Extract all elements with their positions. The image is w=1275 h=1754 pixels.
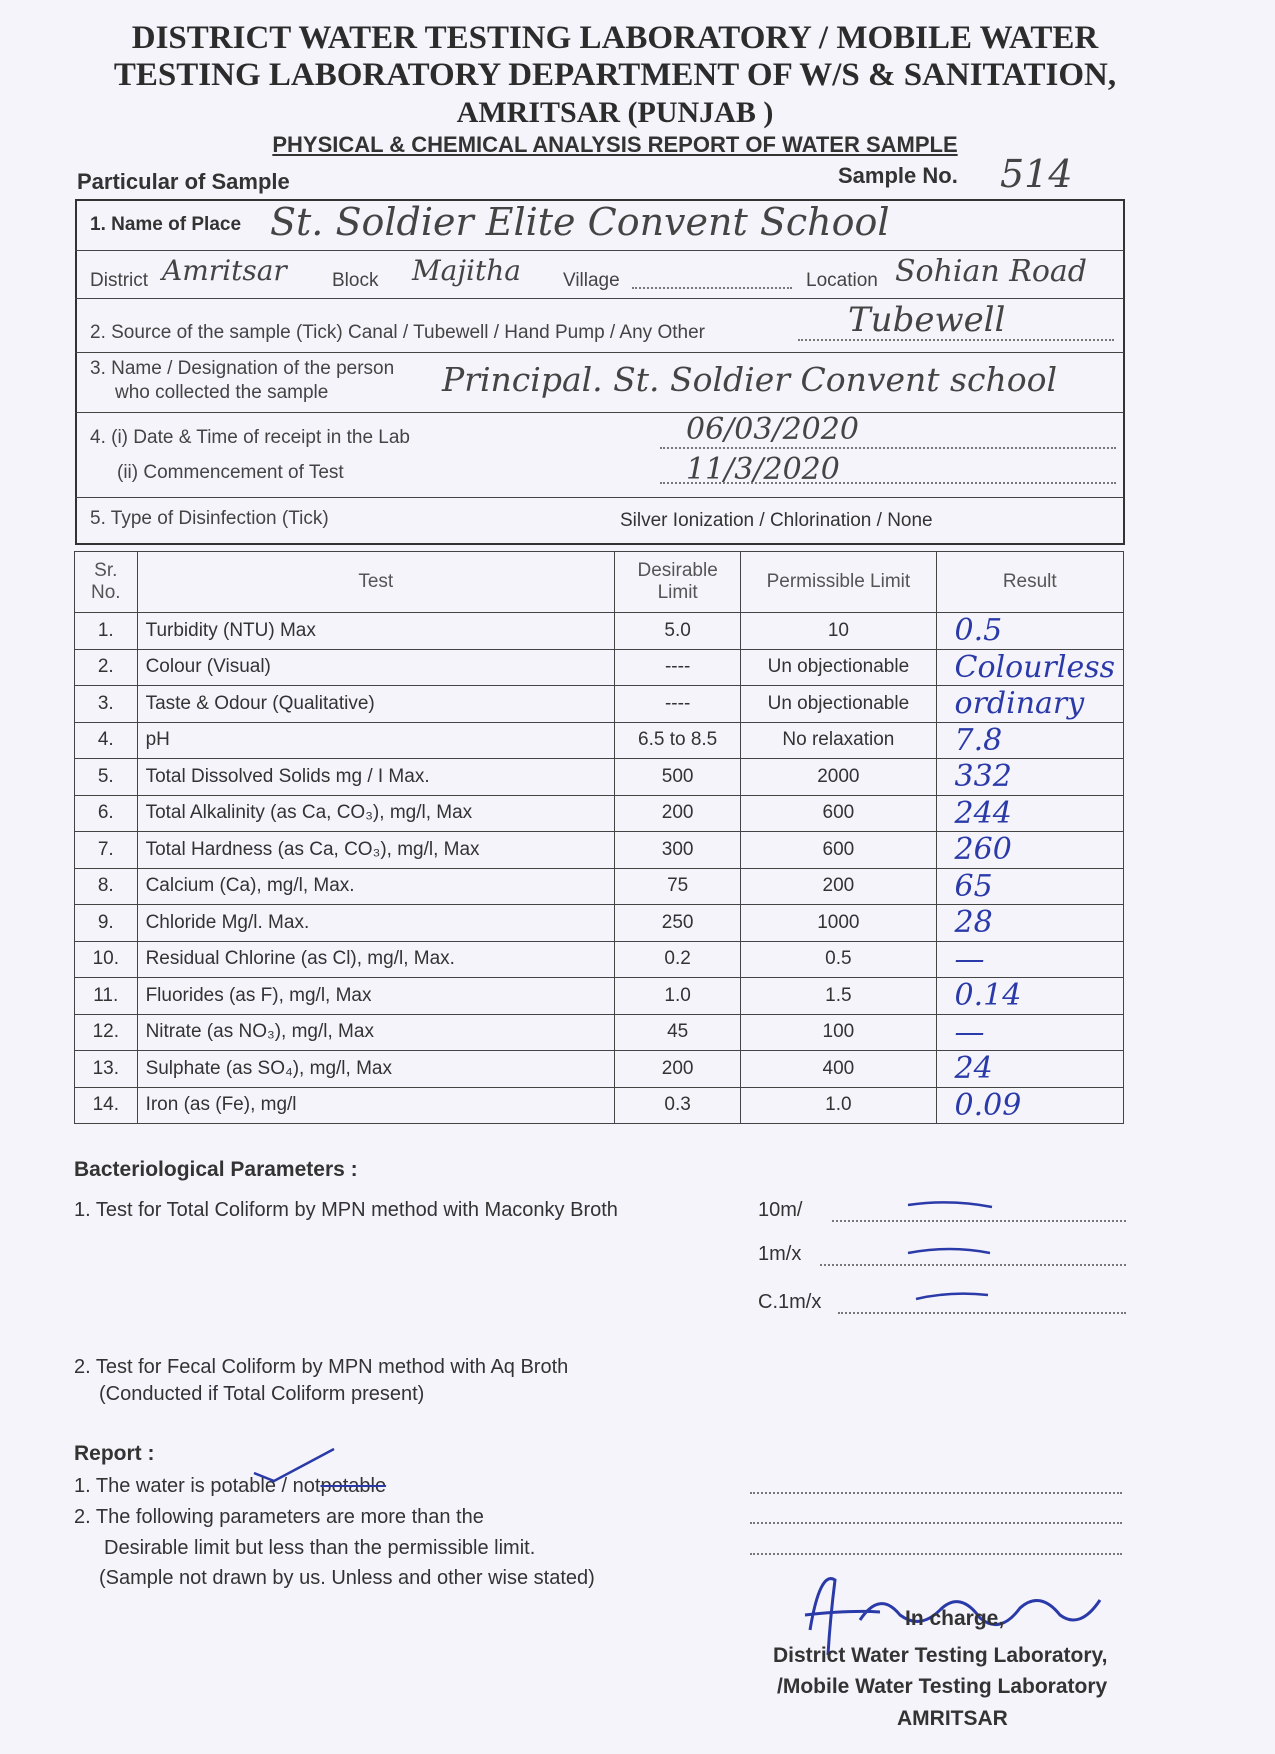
row-permissible-limit: No relaxation [741,722,936,759]
row-sr: 13. [75,1051,138,1088]
bacteriological-heading: Bacteriological Parameters : [74,1158,358,1181]
row-desirable-limit: 200 [615,1051,741,1088]
results-table [74,551,1124,1124]
commence-value: 11/3/2020 [686,452,840,487]
location-value: Sohian Road [895,254,1088,289]
divider [75,250,1124,251]
row-test: Taste & Odour (Qualitative) [137,686,614,723]
row-permissible-limit: Un objectionable [741,649,936,686]
row-desirable-limit: 75 [615,868,741,905]
row-result: 260 [936,832,1123,869]
table-row [75,978,1124,1015]
place-label: 1. Name of Place [90,214,242,235]
header-result: Result [936,552,1123,613]
row-permissible-limit: 0.5 [741,941,936,978]
row-sr: 6. [75,795,138,832]
row-permissible-limit: 400 [741,1051,936,1088]
location-label: Location [806,270,878,291]
table-row [75,1014,1124,1051]
table-row [75,1087,1124,1124]
row-test: Calcium (Ca), mg/l, Max. [137,868,614,905]
block-value: Majitha [412,254,521,287]
table-row [75,686,1124,723]
table-row [75,832,1124,869]
header-desirable: Desirable Limit [615,552,741,613]
row-test: Total Hardness (as Ca, CO₃), mg/l, Max [137,832,614,869]
divider [75,352,1124,353]
row-desirable-limit: 0.2 [615,941,741,978]
row-desirable-limit: 1.0 [615,978,741,1015]
coliform-01ml-label: C.1m/x [758,1291,822,1313]
district-label: District [90,270,149,291]
report-line-3: Desirable limit but less than the permissible limit. [104,1537,536,1559]
divider [75,298,1124,299]
fecal-coliform-note: (Conducted if Total Coliform present) [99,1383,425,1405]
row-test: Residual Chlorine (as Cl), mg/l, Max. [137,941,614,978]
row-test: Sulphate (as SO₄), mg/l, Max [137,1051,614,1088]
header-permissible: Permissible Limit [741,552,936,613]
row-desirable-limit: ---- [615,649,741,686]
row-permissible-limit: 100 [741,1014,936,1051]
collector-value: Principal. St. Soldier Convent school [442,360,1058,399]
row-result: 0.5 [936,613,1123,650]
row-desirable-limit: 250 [615,905,741,942]
row-result: 65 [936,868,1123,905]
divider [75,412,1124,413]
row-sr: 12. [75,1014,138,1051]
row-test: Iron (as (Fe), mg/l [137,1087,614,1124]
row-sr: 1. [75,613,138,650]
table-row [75,905,1124,942]
date-receipt-label: 4. (i) Date & Time of receipt in the Lab [90,427,410,448]
row-result: 28 [936,905,1123,942]
row-desirable-limit: 6.5 to 8.5 [615,722,741,759]
coliform-1ml-label: 1m/x [758,1243,802,1265]
row-desirable-limit: 200 [615,795,741,832]
collector-label-1: 3. Name / Designation of the person [90,358,395,379]
row-result: — [936,1014,1123,1051]
header-line-3: AMRITSAR (PUNJAB ) [456,96,774,129]
row-sr: 9. [75,905,138,942]
row-permissible-limit: 2000 [741,759,936,796]
lab-name-2: /Mobile Water Testing Laboratory [777,1675,1108,1698]
date-receipt-value: 06/03/2020 [686,412,859,447]
header-sr: Sr. No. [75,552,138,613]
date-receipt-dots [660,447,1116,449]
lab-name-1: District Water Testing Laboratory, [773,1644,1108,1667]
row-desirable-limit: 0.3 [615,1087,741,1124]
source-label: 2. Source of the sample (Tick) Canal / Tubewell / Hand Pump / Any Other [90,322,705,343]
row-sr: 8. [75,868,138,905]
table-header-row [75,552,1124,613]
row-permissible-limit: 10 [741,613,936,650]
fecal-coliform-test: 2. Test for Fecal Coliform by MPN method with Aq Broth [74,1356,569,1378]
row-result: ordinary [936,686,1123,723]
block-label: Block [332,270,379,291]
row-result: 7.8 [936,722,1123,759]
row-test: Fluorides (as F), mg/l, Max [137,978,614,1015]
table-row [75,722,1124,759]
report-line-1-text: 1. The water is potable / not [74,1475,321,1497]
table-row [75,613,1124,650]
lab-city: AMRITSAR [897,1707,1008,1730]
tick-mark [250,1445,340,1485]
row-sr: 7. [75,832,138,869]
row-result: 24 [936,1051,1123,1088]
report-line-2: 2. The following parameters are more than the [74,1506,484,1528]
table-row [75,941,1124,978]
row-result: 0.09 [936,1087,1123,1124]
total-coliform-test: 1. Test for Total Coliform by MPN method with Maconky Broth [74,1199,618,1221]
row-sr: 10. [75,941,138,978]
row-test: Chloride Mg/l. Max. [137,905,614,942]
row-sr: 4. [75,722,138,759]
row-sr: 5. [75,759,138,796]
row-test: Turbidity (NTU) Max [137,613,614,650]
incharge-label: In charge, [905,1607,1005,1630]
table-row [75,759,1124,796]
row-permissible-limit: 1.5 [741,978,936,1015]
row-test: Nitrate (as NO₃), mg/l, Max [137,1014,614,1051]
report-line-4: (Sample not drawn by us. Unless and other wise stated) [99,1567,595,1589]
divider [75,497,1124,498]
row-test: Colour (Visual) [137,649,614,686]
header-test: Test [137,552,614,613]
district-value: Amritsar [162,254,287,287]
row-result: 0.14 [936,978,1123,1015]
report-dots-3 [750,1553,1122,1555]
row-sr: 14. [75,1087,138,1124]
row-permissible-limit: 200 [741,868,936,905]
collector-label-2: who collected the sample [115,382,329,403]
table-row [75,868,1124,905]
row-test: pH [137,722,614,759]
report-subtitle: PHYSICAL & CHEMICAL ANALYSIS REPORT OF WATER SAMPLE [272,132,958,157]
row-test: Total Alkalinity (as Ca, CO₃), mg/l, Max [137,795,614,832]
row-desirable-limit: 500 [615,759,741,796]
row-desirable-limit: 300 [615,832,741,869]
sample-no-value: 514 [1000,152,1073,196]
sample-no-label: Sample No. [838,163,958,188]
row-result: 332 [936,759,1123,796]
handwritten-dashes [900,1195,1010,1325]
report-heading: Report : [74,1442,155,1465]
source-value: Tubewell [848,300,1006,340]
table-row [75,1051,1124,1088]
row-test: Total Dissolved Solids mg / I Max. [137,759,614,796]
disinfection-label: 5. Type of Disinfection (Tick) [90,508,329,529]
report-dots-1 [750,1492,1122,1494]
header-line-1: DISTRICT WATER TESTING LABORATORY / MOBILE WATER [131,20,1099,56]
table-row [75,795,1124,832]
disinfection-options: Silver Ionization / Chlorination / None [620,510,933,531]
row-sr: 11. [75,978,138,1015]
report-struck-word: potable [320,1475,387,1497]
row-permissible-limit: 1000 [741,905,936,942]
row-desirable-limit: 45 [615,1014,741,1051]
table-body [75,613,1124,1124]
row-desirable-limit: 5.0 [615,613,741,650]
report-dots-2 [750,1522,1122,1524]
coliform-10ml-label: 10m/ [758,1199,803,1221]
row-permissible-limit: 600 [741,832,936,869]
row-permissible-limit: 600 [741,795,936,832]
header-line-2: TESTING LABORATORY DEPARTMENT OF W/S & SANITATION, [113,57,1117,93]
row-desirable-limit: ---- [615,686,741,723]
table-row [75,649,1124,686]
commence-label: (ii) Commencement of Test [117,462,344,483]
row-permissible-limit: 1.0 [741,1087,936,1124]
particulars-heading: Particular of Sample [77,169,290,194]
row-result: Colourless [936,649,1123,686]
place-value: St. Soldier Elite Convent School [270,200,890,244]
row-sr: 3. [75,686,138,723]
row-sr: 2. [75,649,138,686]
row-result: — [936,941,1123,978]
village-dots [632,287,792,289]
village-label: Village [563,270,620,291]
row-permissible-limit: Un objectionable [741,686,936,723]
row-result: 244 [936,795,1123,832]
